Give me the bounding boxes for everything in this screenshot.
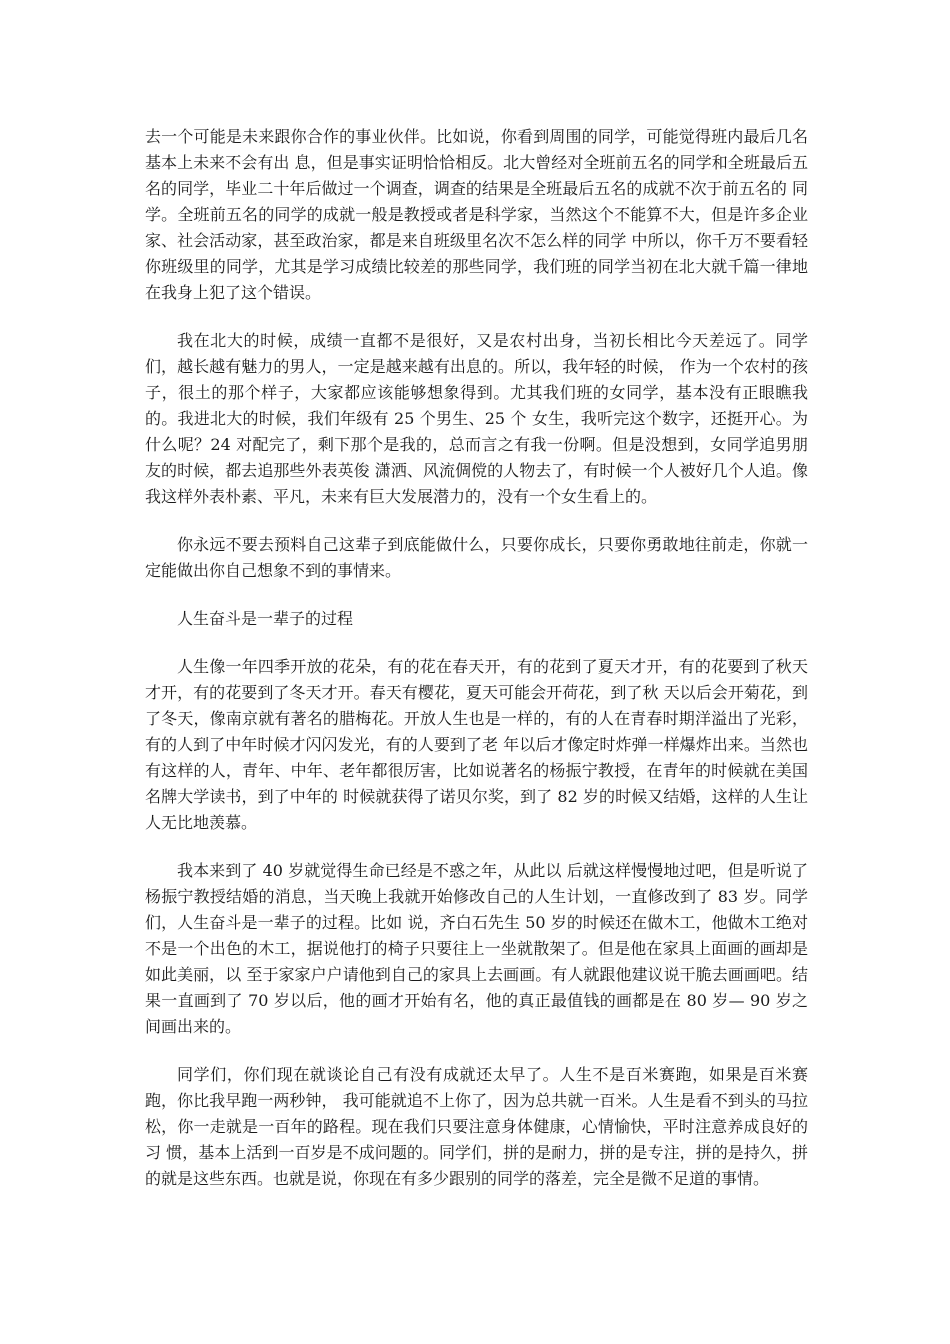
paragraph-classmates-partners: 去一个可能是未来跟你合作的事业伙伴。比如说，你看到周围的同学，可能觉得班内最后几名基本上未来不会有出 息，但是事实证明恰恰相反。北大曾经对全班前五名的同学和全班最后五名的同学，毕业二十年后做过一个调查，调查的结果是全班最后五名的成就不次于前五名的 同学。全班前五名的同学的成就一般是教授或者是科学家，当然这个不能算不大，但是许多企业家、社会活动家，甚至政治家，都是来自班级里名次不怎么样的同学 中所以，你千万不要看轻你班级里的同学，尤其是学习成绩比较差的那些同学，我们班的同学当初在北大就千篇一律地在我身上犯了这个错误。 [145, 127, 808, 302]
paragraph-flowers-seasons: 人生像一年四季开放的花朵，有的花在春天开，有的花到了夏天才开，有的花要到了秋天才开，有的花要到了冬天才开。春天有樱花，夏天可能会开荷花，到了秋 天以后会开菊花，到了冬天，像南京就有著名的腊梅花。开放人生也是一样的，有的人在青春时期洋溢出了光彩，有的人到了中年时候才闪闪发光，有的人要到了老 年以后才像定时炸弹一样爆炸出来。当然也有这样的人，青年、中年、老年都很厉害，比如说著名的杨振宁教授，在青年的时候就在美国名牌大学读书，到了中年的 时候就获得了诺贝尔奖，到了 82 岁的时候又结婚，这样的人生让人无比地羡慕。 [145, 657, 808, 832]
paragraph-peking-university: 我在北大的时候，成绩一直都不是很好，又是农村出身，当初长相比今天差远了。同学们，越长越有魅力的男人，一定是越来越有出息的。所以，我年轻的时候， 作为一个农村的孩子，很土的那个样子，大家都应该能够想象得到。尤其我们班的女同学，基本没有正眼瞧我的。我进北大的时候，我们年级有 25 个男生、25 个 女生，我听完这个数字，还挺开心。为什么呢？24 对配完了，剩下那个是我的，总而言之有我一份啊。但是没想到，女同学追男朋友的时候，都去追那些外表英俊 潇洒、风流倜傥的人物去了，有时候一个人被好几个人追。像我这样外表朴素、平凡，未来有巨大发展潜力的，没有一个女生看上的。 [145, 331, 808, 506]
section-heading: 人生奋斗是一辈子的过程 [177, 609, 354, 628]
paragraph-marathon: 同学们，你们现在就谈论自己有没有成就还太早了。人生不是百米赛跑，如果是百米赛跑，你比我早跑一两秒钟， 我可能就追不上你了，因为总共就一百米。人生是看不到头的马拉松，你一走就是一百年的路程。现在我们只要注意身体健康，心情愉快，平时注意养成良好的习 惯，基本上活到一百岁是不成问题的。同学们，拼的是耐力，拼的是专注，拼的是持久，拼的就是这些东西。也就是说，你现在有多少跟别的同学的落差，完全是微不足道的事情。 [145, 1065, 808, 1188]
paragraph-age-forty: 我本来到了 40 岁就觉得生命已经是不惑之年，从此以 后就这样慢慢地过吧，但是听说了杨振宁教授结婚的消息，当天晚上我就开始修改自己的人生计划，一直修改到了 83 岁。同学们，人生奋斗是一辈子的过程。比如 说，齐白石先生 50 岁的时候还在做木工，他做木工绝对不是一个出色的木工，据说他打的椅子只要往上一坐就散架了。但是他在家具上面画的画却是如此美丽，以 至于家家户户请他到自己的家具上去画画。有人就跟他建议说干脆去画画吧。结果一直画到了 70 岁以后，他的画才开始有名，他的真正最值钱的画都是在 80 岁— 90 岁之间画出来的。 [145, 861, 808, 1036]
paragraph-never-predict: 你永远不要去预料自己这辈子到底能做什么，只要你成长，只要你勇敢地往前走，你就一定能做出你自己想象不到的事情来。 [145, 535, 808, 580]
document-body [145, 124, 808, 1214]
